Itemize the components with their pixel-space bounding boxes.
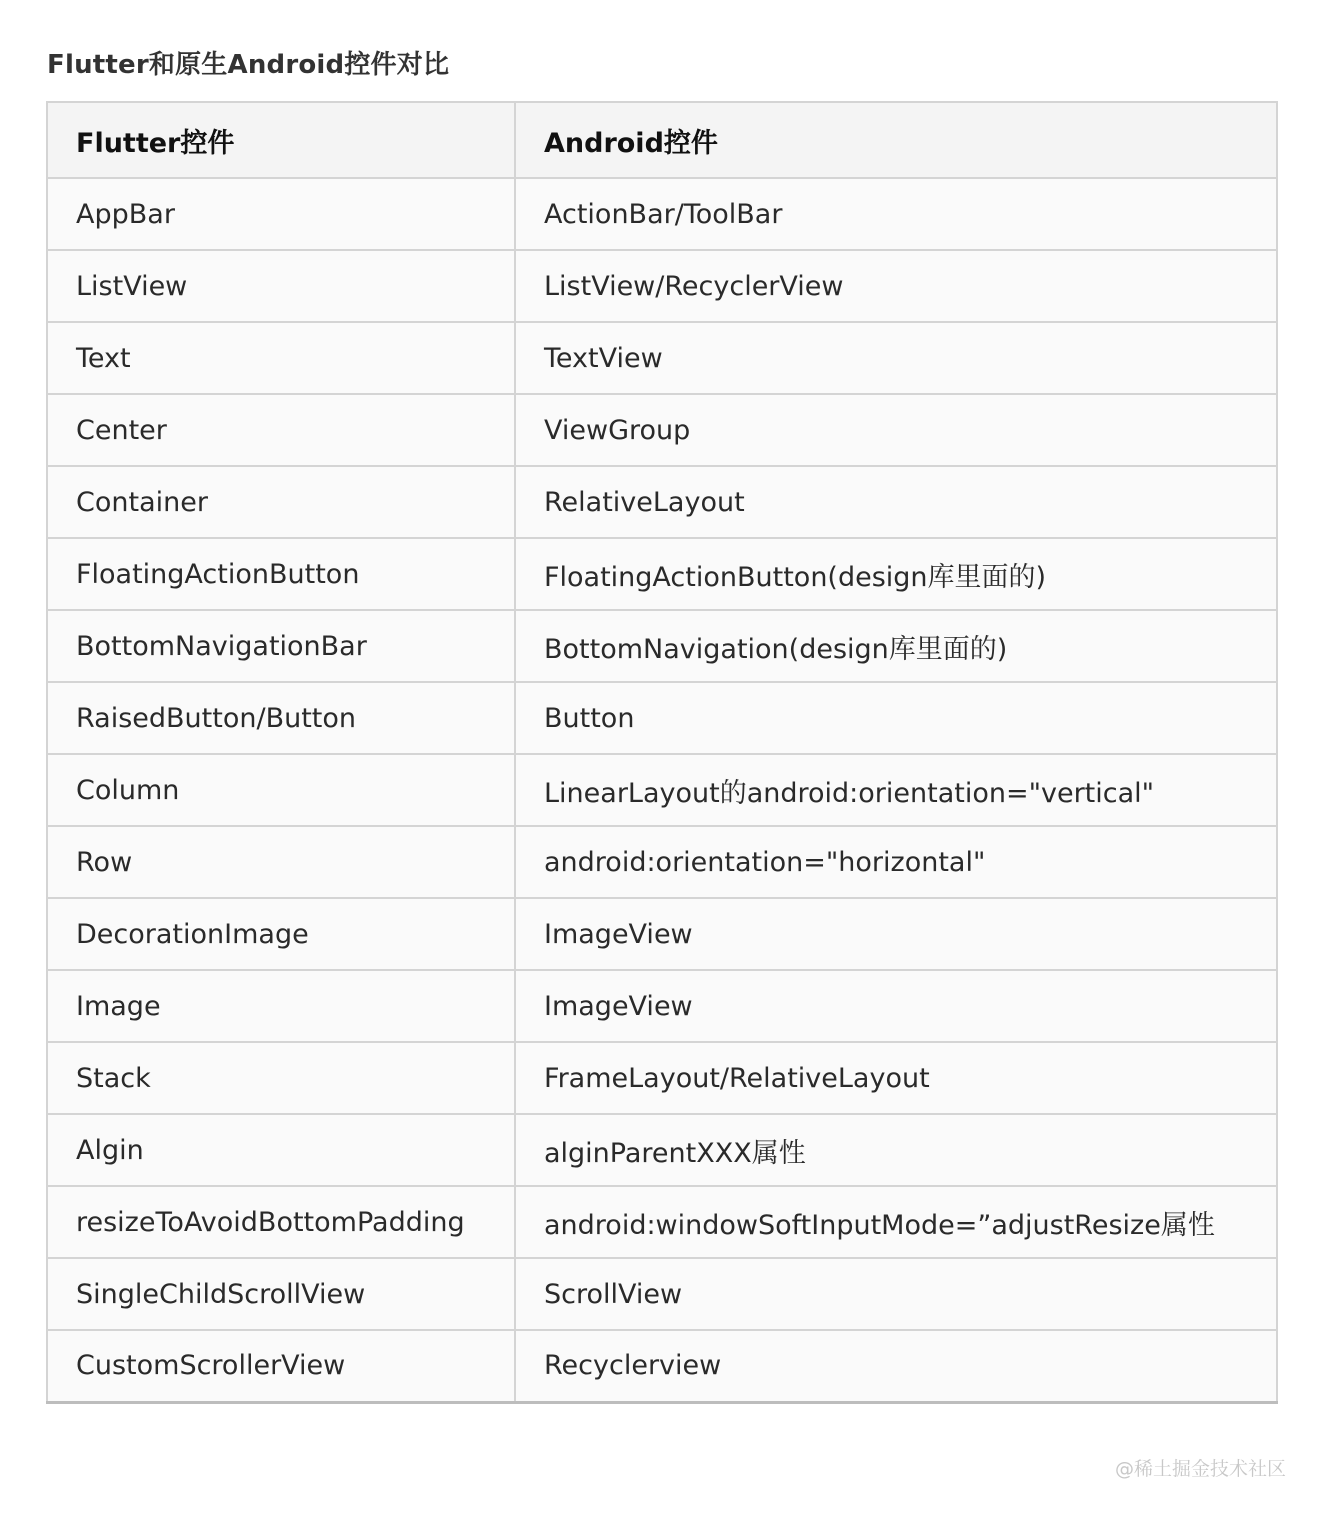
- flutter-cell: Container: [47, 466, 515, 538]
- table-row: [47, 1330, 1277, 1402]
- table-row: [47, 1258, 1277, 1330]
- flutter-cell: BottomNavigationBar: [47, 610, 515, 682]
- table-row: [47, 1186, 1277, 1258]
- table-row: [47, 1114, 1277, 1186]
- flutter-cell: Image: [47, 970, 515, 1042]
- flutter-cell: DecorationImage: [47, 898, 515, 970]
- android-cell: ScrollView: [515, 1258, 1277, 1330]
- android-cell: alginParentXXX属性: [515, 1114, 1277, 1186]
- table-row: [47, 682, 1277, 754]
- android-cell: android:windowSoftInputMode=”adjustResize属性: [515, 1186, 1277, 1258]
- table-row: [47, 178, 1277, 250]
- table-row: [47, 610, 1277, 682]
- android-cell: android:orientation="horizontal": [515, 826, 1277, 898]
- table-row: [47, 538, 1277, 610]
- flutter-cell: CustomScrollerView: [47, 1330, 515, 1402]
- android-cell: FloatingActionButton(design库里面的): [515, 538, 1277, 610]
- comparison-table: [46, 101, 1278, 1404]
- android-cell: Recyclerview: [515, 1330, 1277, 1402]
- android-cell: Button: [515, 682, 1277, 754]
- table-header-row: [47, 102, 1277, 178]
- table-row: [47, 250, 1277, 322]
- flutter-cell: Row: [47, 826, 515, 898]
- table-row: [47, 898, 1277, 970]
- android-cell: ImageView: [515, 898, 1277, 970]
- flutter-cell: resizeToAvoidBottomPadding: [47, 1186, 515, 1258]
- table-row: [47, 754, 1277, 826]
- android-cell: BottomNavigation(design库里面的): [515, 610, 1277, 682]
- header-android-widget: Android控件: [515, 102, 1277, 178]
- table-row: [47, 466, 1277, 538]
- flutter-cell: ListView: [47, 250, 515, 322]
- android-cell: FrameLayout/RelativeLayout: [515, 1042, 1277, 1114]
- android-cell: ListView/RecyclerView: [515, 250, 1277, 322]
- android-cell: ViewGroup: [515, 394, 1277, 466]
- comparison-table-container: [46, 101, 1276, 1404]
- page-title: Flutter和原生Android控件对比: [47, 50, 450, 80]
- flutter-cell: SingleChildScrollView: [47, 1258, 515, 1330]
- flutter-cell: Text: [47, 322, 515, 394]
- flutter-cell: FloatingActionButton: [47, 538, 515, 610]
- android-cell: LinearLayout的android:orientation="vertical": [515, 754, 1277, 826]
- android-cell: TextView: [515, 322, 1277, 394]
- flutter-cell: Algin: [47, 1114, 515, 1186]
- table-row: [47, 826, 1277, 898]
- android-cell: RelativeLayout: [515, 466, 1277, 538]
- header-flutter-widget: Flutter控件: [47, 102, 515, 178]
- table-row: [47, 970, 1277, 1042]
- table-row: [47, 394, 1277, 466]
- flutter-cell: Center: [47, 394, 515, 466]
- android-cell: ActionBar/ToolBar: [515, 178, 1277, 250]
- flutter-cell: AppBar: [47, 178, 515, 250]
- flutter-cell: Column: [47, 754, 515, 826]
- watermark: @稀土掘金技术社区: [1114, 1458, 1286, 1480]
- android-cell: ImageView: [515, 970, 1277, 1042]
- flutter-cell: RaisedButton/Button: [47, 682, 515, 754]
- table-row: [47, 322, 1277, 394]
- table-row: [47, 1042, 1277, 1114]
- flutter-cell: Stack: [47, 1042, 515, 1114]
